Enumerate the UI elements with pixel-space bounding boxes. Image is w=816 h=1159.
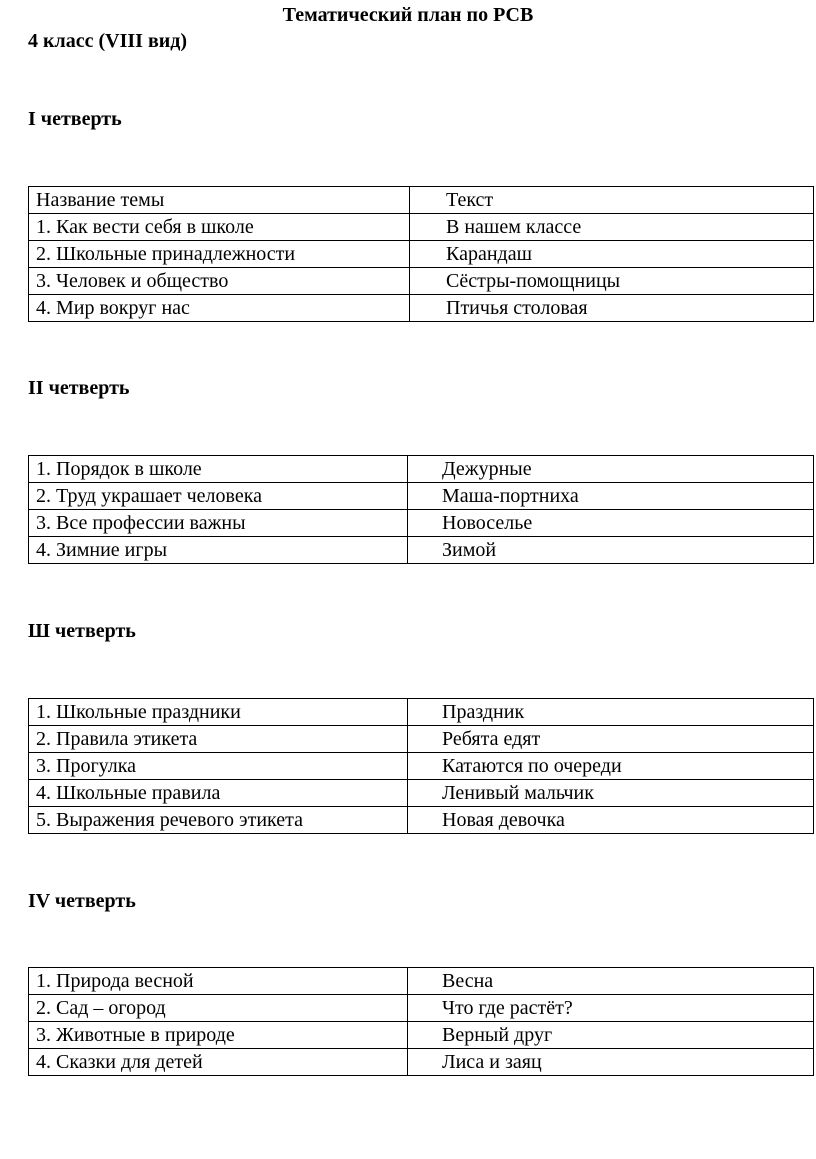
table-row [29, 537, 814, 564]
text-cell: Птичья столовая [410, 295, 814, 322]
quarter-3-heading: Ш четверть [28, 620, 136, 642]
text-cell: Весна [408, 968, 814, 995]
text-cell: Дежурные [408, 456, 814, 483]
text-cell: Зимой [408, 537, 814, 564]
table-row [29, 268, 814, 295]
text-cell: В нашем классе [410, 214, 814, 241]
topic-cell: 2. Школьные принадлежности [29, 241, 410, 268]
quarter-4-table [28, 967, 814, 1076]
quarter-4-heading: IV четверть [28, 890, 136, 912]
table-row [29, 456, 814, 483]
text-cell: Верный друг [408, 1022, 814, 1049]
table-row [29, 699, 814, 726]
topic-cell: 1. Природа весной [29, 968, 408, 995]
text-cell: Карандаш [410, 241, 814, 268]
topic-cell: 4. Мир вокруг нас [29, 295, 410, 322]
table-row [29, 968, 814, 995]
table-row [29, 214, 814, 241]
topic-cell: 2. Сад – огород [29, 995, 408, 1022]
text-cell: Что где растёт? [408, 995, 814, 1022]
table-row [29, 187, 814, 214]
topic-cell: 1. Порядок в школе [29, 456, 408, 483]
text-cell: Новая девочка [408, 807, 814, 834]
table-row [29, 241, 814, 268]
quarter-1-table [28, 186, 814, 322]
table-row [29, 726, 814, 753]
quarter-3-table [28, 698, 814, 834]
table-row [29, 295, 814, 322]
topic-cell: 4. Зимние игры [29, 537, 408, 564]
quarter-1-heading: I четверть [28, 108, 122, 130]
table-row [29, 483, 814, 510]
text-cell: Ленивый мальчик [408, 780, 814, 807]
topic-cell: 5. Выражения речевого этикета [29, 807, 408, 834]
topic-cell: 3. Прогулка [29, 753, 408, 780]
table-row [29, 1022, 814, 1049]
table-row [29, 510, 814, 537]
table-header-text: Текст [410, 187, 814, 214]
quarter-2-table [28, 455, 814, 564]
text-cell: Ребята едят [408, 726, 814, 753]
table-row [29, 1049, 814, 1076]
text-cell: Новоселье [408, 510, 814, 537]
table-row [29, 780, 814, 807]
text-cell: Лиса и заяц [408, 1049, 814, 1076]
topic-cell: 2. Труд украшает человека [29, 483, 408, 510]
text-cell: Катаются по очереди [408, 753, 814, 780]
text-cell: Сёстры-помощницы [410, 268, 814, 295]
topic-cell: 1. Школьные праздники [29, 699, 408, 726]
topic-cell: 3. Человек и общество [29, 268, 410, 295]
page-title: Тематический план по РСВ [282, 4, 534, 26]
quarter-2-heading: II четверть [28, 377, 130, 399]
topic-cell: 3. Все профессии важны [29, 510, 408, 537]
class-subtitle: 4 класс (VIII вид) [28, 30, 188, 52]
topic-cell: 4. Школьные правила [29, 780, 408, 807]
topic-cell: 3. Животные в природе [29, 1022, 408, 1049]
table-header-topic: Название темы [29, 187, 410, 214]
table-row [29, 753, 814, 780]
topic-cell: 4. Сказки для детей [29, 1049, 408, 1076]
table-row [29, 807, 814, 834]
topic-cell: 1. Как вести себя в школе [29, 214, 410, 241]
table-row [29, 995, 814, 1022]
text-cell: Маша-портниха [408, 483, 814, 510]
text-cell: Праздник [408, 699, 814, 726]
topic-cell: 2. Правила этикета [29, 726, 408, 753]
